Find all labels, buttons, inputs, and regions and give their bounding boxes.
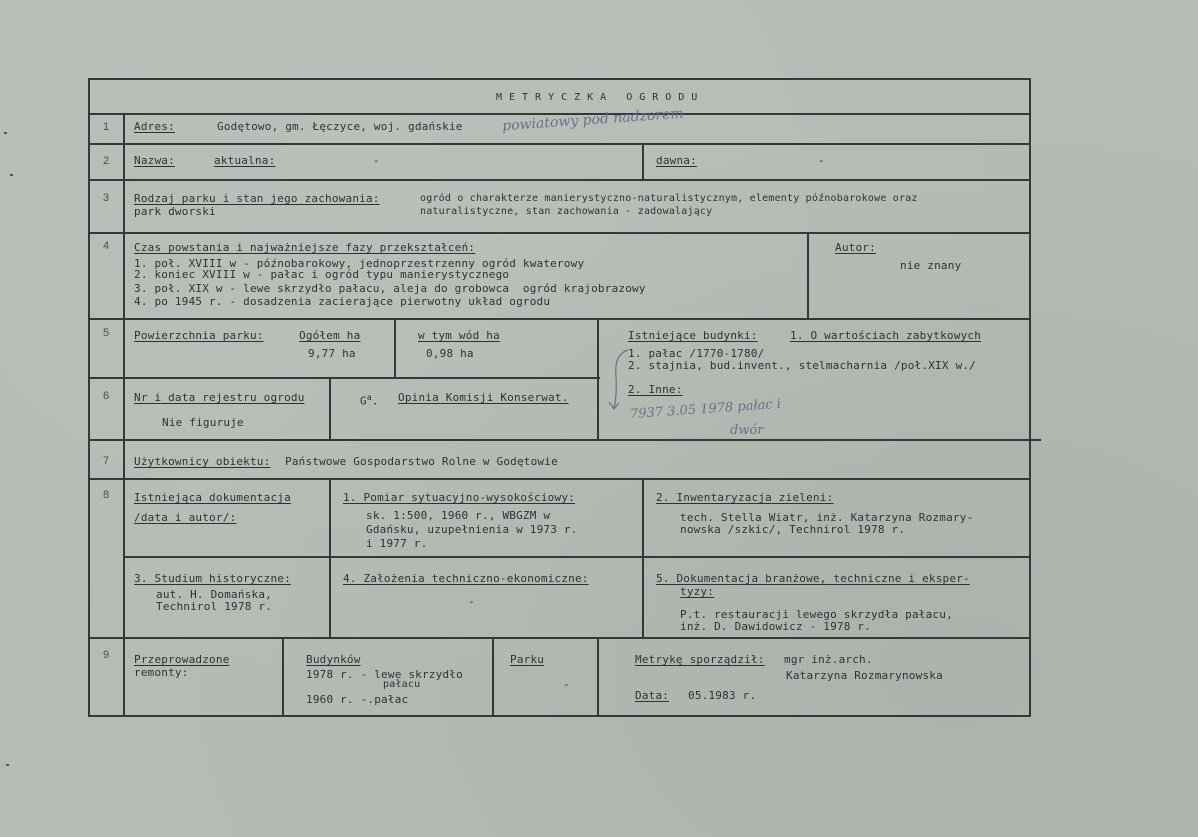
frame-top [88,78,1031,80]
margin-mark [10,174,13,176]
row-sep-9 [88,637,1031,639]
survey-line: Gdańsku, uzupełnienia w 1973 r. [366,523,578,536]
documentation-label: Istniejąca dokumentacja [134,491,291,504]
row-sep-8b [123,556,1031,558]
branch-docs-label: 5. Dokumentacja branżowe, techniczne i eksper- [656,572,970,585]
park-renovation-value: - [563,678,570,691]
park-type-line2: naturalistyczne, stan zachowania - zadowalający [420,206,713,217]
users-value: Państwowe Gospodarstwo Rolne w Godętowie [285,455,558,468]
greenery-inventory-line: nowska /szkic/, Technirol 1978 r. [680,523,906,536]
history-label: Czas powstania i najważniejsze fazy przekształceń: [134,241,476,254]
row-sep-3 [88,179,1031,181]
renovations-label: Przeprowadzone [134,653,230,666]
survey-line: sk. 1:500, 1960 r., WBGZM w [366,509,551,522]
row5-divider-b [597,318,599,439]
buildings-renovation-line: 1978 r. - lewe skrzydło [306,668,463,681]
history-item: 4. po 1945 r. - dosadzenia zacierające pierwotny układ ogrodu [134,295,551,308]
row-number-8: 8 [103,489,110,501]
date-label: Data: [635,689,670,702]
row-number-3: 3 [103,192,110,204]
survey-line: i 1977 r. [366,537,428,550]
historic-buildings-label: 1. O wartościach zabytkowych [790,329,982,342]
opinion-label: Opinia Komisji Konserwat. [398,391,569,404]
name-current-value: - [373,154,380,167]
row-sep-7 [88,439,1041,441]
handdrawn-arrow-icon [606,346,632,414]
row-number-4: 4 [103,240,110,252]
buildings-handnote: 7937 3.05 1978 pałac i [629,396,782,423]
address-handnote: powiatowy pod nadzorem [501,105,685,135]
document-title: METRYCZKA OGRODU [496,92,705,103]
buildings-renovation-label: Budynków [306,653,361,666]
row8-divider-a [329,478,331,637]
survey-label: 1. Pomiar sytuacyjno-wysokościowy: [343,491,575,504]
margin-mark [6,764,9,766]
address-value: Godętowo, gm. Łęczyce, woj. gdańskie [217,120,463,133]
documentation-label-2: /data i autor/: [134,511,237,524]
tech-econ-value: - [468,595,475,608]
row-number-9: 9 [103,649,110,661]
row-number-6: 6 [103,390,110,402]
row-sep-8 [88,478,1031,480]
frame-bottom [88,715,1031,717]
branch-docs-line: inż. D. Dawidowicz - 1978 r. [680,620,872,633]
author-value: nie znany [900,259,962,272]
water-area-value: 0,98 ha [426,347,474,360]
park-area-label: Powierzchnia parku: [134,329,264,342]
name-former-value: - [818,154,825,167]
frame-right [1029,78,1031,717]
buildings-label: Istniejące budynki: [628,329,758,342]
buildings-handnote-2: dwór [730,423,764,438]
historical-study-line: aut. H. Domańska, [156,588,272,601]
buildings-renovation-line: 1960 r. -.pałac [306,693,409,706]
opinion-ga-mark: $G^a$. [360,393,379,408]
frame-left [88,78,90,717]
row5-divider-a [394,318,396,377]
tech-econ-label: 4. Założenia techniczno-ekonomiczne: [343,572,589,585]
row-sep-5 [88,318,1031,320]
row8-divider-b [642,478,644,637]
author-label: Autor: [835,241,876,254]
other-buildings-label: 2. Inne: [628,383,683,396]
branch-docs-line: P.t. restauracji lewego skrzydła pałacu, [680,608,953,621]
row-sep-4 [88,232,1031,234]
buildings-renovation-line: pałacu [383,679,421,690]
historical-study-label: 3. Studium historyczne: [134,572,291,585]
renovations-label-2: remonty: [134,666,189,679]
register-label: Nr i data rejestru ogrodu [134,391,305,404]
row9-divider-b [492,637,494,717]
users-label: Użytkownicy obiektu: [134,455,271,468]
register-value: Nie figuruje [162,416,244,429]
number-column-divider [123,113,125,717]
history-item: 1. poł. XVIII w - późnobarokowy, jednoprzestrzenny ogród kwaterowy [134,257,585,270]
row-sep-6 [88,377,600,379]
park-type-left2: park dworski [134,205,216,218]
row-number-1: 1 [103,121,110,133]
park-type-label: Rodzaj parku i stan jego zachowania: [134,192,380,205]
greenery-inventory-label: 2. Inwentaryzacja zieleni: [656,491,834,504]
total-area-value: 9,77 ha [308,347,356,360]
park-renovation-label: Parku [510,653,545,666]
row9-divider-a [282,637,284,717]
water-area-label: w tym wód ha [418,329,500,342]
compiled-by-value: mgr inż.arch. [784,653,873,666]
historic-building-item: 2. stajnia, bud.invent., stelmacharnia /poł.XIX w./ [628,359,976,372]
row9-divider-c [597,637,599,717]
address-label: Adres: [134,120,175,133]
margin-mark [4,132,7,134]
row6-divider [329,377,331,439]
row-number-5: 5 [103,327,110,339]
history-item: 2. koniec XVIII w - pałac i ogród typu manierystycznego [134,268,510,281]
date-value: 05.1983 r. [688,689,757,702]
name-label: Nazwa: [134,154,175,167]
history-item: 3. poł. XIX w - lewe skrzydło pałacu, aleja do grobowca ogród krajobrazowy [134,282,646,295]
name-former-label: dawna: [656,154,697,167]
row-number-7: 7 [103,455,110,467]
park-type-line1: ogród o charakterze manierystyczno-naturalistycznym, elementy późnobarokowe oraz [420,193,918,204]
compiled-by-label: Metrykę sporządził: [635,653,765,666]
greenery-inventory-line: tech. Stella Wiatr, inż. Katarzyna Rozmary- [680,511,974,524]
name-current-label: aktualna: [214,154,276,167]
branch-docs-label-2: tyzy: [680,585,715,598]
total-area-label: Ogółem ha [299,329,361,342]
row4-divider [807,232,809,318]
row-sep-2 [88,143,1031,145]
compiled-by-name: Katarzyna Rozmarynowska [786,669,943,682]
historical-study-line: Technirol 1978 r. [156,600,272,613]
historic-building-item: 1. pałac /1770-1780/ [628,347,765,360]
row-number-2: 2 [103,155,110,167]
row2-divider [642,143,644,179]
